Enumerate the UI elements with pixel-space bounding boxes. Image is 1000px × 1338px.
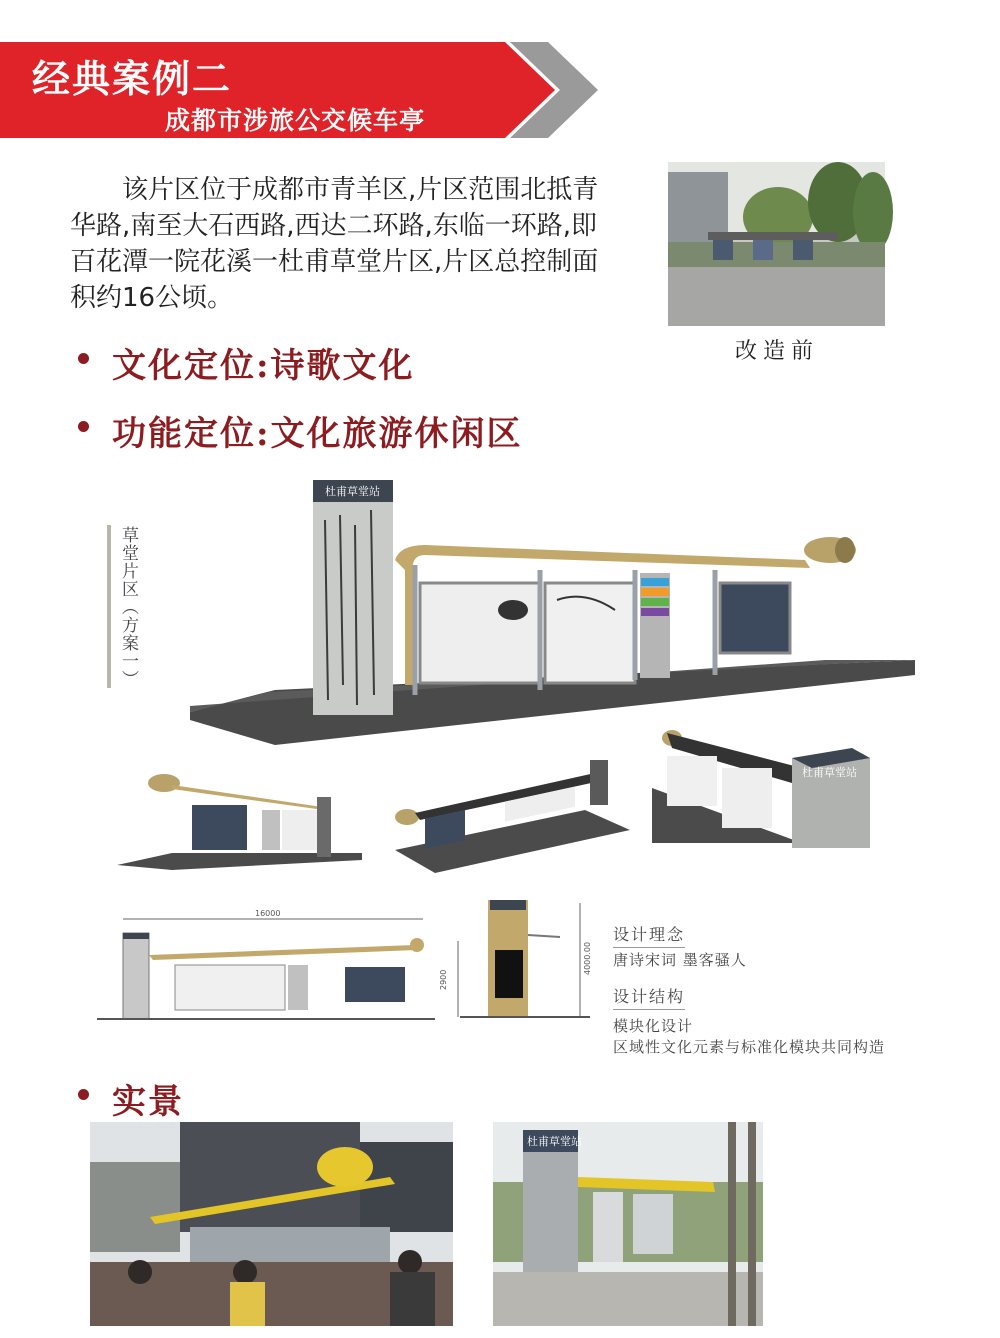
- station-sign-text-small: 杜甫草堂站: [802, 766, 857, 779]
- bullet-function: 功能定位:文化旅游休闲区: [112, 414, 523, 454]
- bullet-culture: 文化定位:诗歌文化: [112, 346, 415, 386]
- page-subtitle: 成都市涉旅公交候车亭: [165, 106, 426, 135]
- bullet-dot: [78, 421, 89, 432]
- shelter-view-left: [112, 765, 362, 875]
- real-photo-1: [90, 1122, 453, 1326]
- bullet-dot: [78, 353, 89, 364]
- shelter-view-perspective: [395, 755, 635, 875]
- section-drawing: [440, 895, 600, 1025]
- real-photo-2: [493, 1122, 763, 1326]
- bullet-dot: [78, 1089, 89, 1100]
- before-photo-caption: 改造前: [735, 339, 820, 364]
- design-structure-line: 模块化设计: [613, 1017, 694, 1035]
- dim-length-text: 16000: [255, 909, 281, 918]
- design-structure-line: 区域性文化元素与标准化模块共同构造: [613, 1038, 886, 1056]
- dim-height-text: 2900: [439, 969, 448, 990]
- before-photo: [668, 162, 885, 326]
- scheme-label: 草堂片区（方案一）: [118, 526, 138, 688]
- main-shelter-rendering: [185, 470, 925, 755]
- side-label-bar: [107, 525, 111, 688]
- dim-total-text: 4000.00: [583, 941, 592, 975]
- design-structure-title: 设计结构: [613, 984, 685, 1010]
- page-title: 经典案例二: [32, 56, 233, 101]
- elevation-drawing: [95, 905, 440, 1025]
- station-sign-text: 杜甫草堂站: [325, 485, 380, 498]
- design-concept-title: 设计理念: [613, 922, 685, 948]
- design-concept-text: 唐诗宋词 墨客骚人: [613, 951, 747, 969]
- real-scene-title: 实景: [112, 1082, 184, 1122]
- photo2-sign-text: 杜甫草堂站: [527, 1135, 582, 1148]
- shelter-view-right: [652, 728, 872, 848]
- intro-paragraph: 该片区位于成都市青羊区,片区范围北抵青华路,南至大石西路,西达二环路,东临一环路,即百花潭一院花溪一杜甫草堂片区,片区总控制面积约16公顷。: [70, 175, 599, 313]
